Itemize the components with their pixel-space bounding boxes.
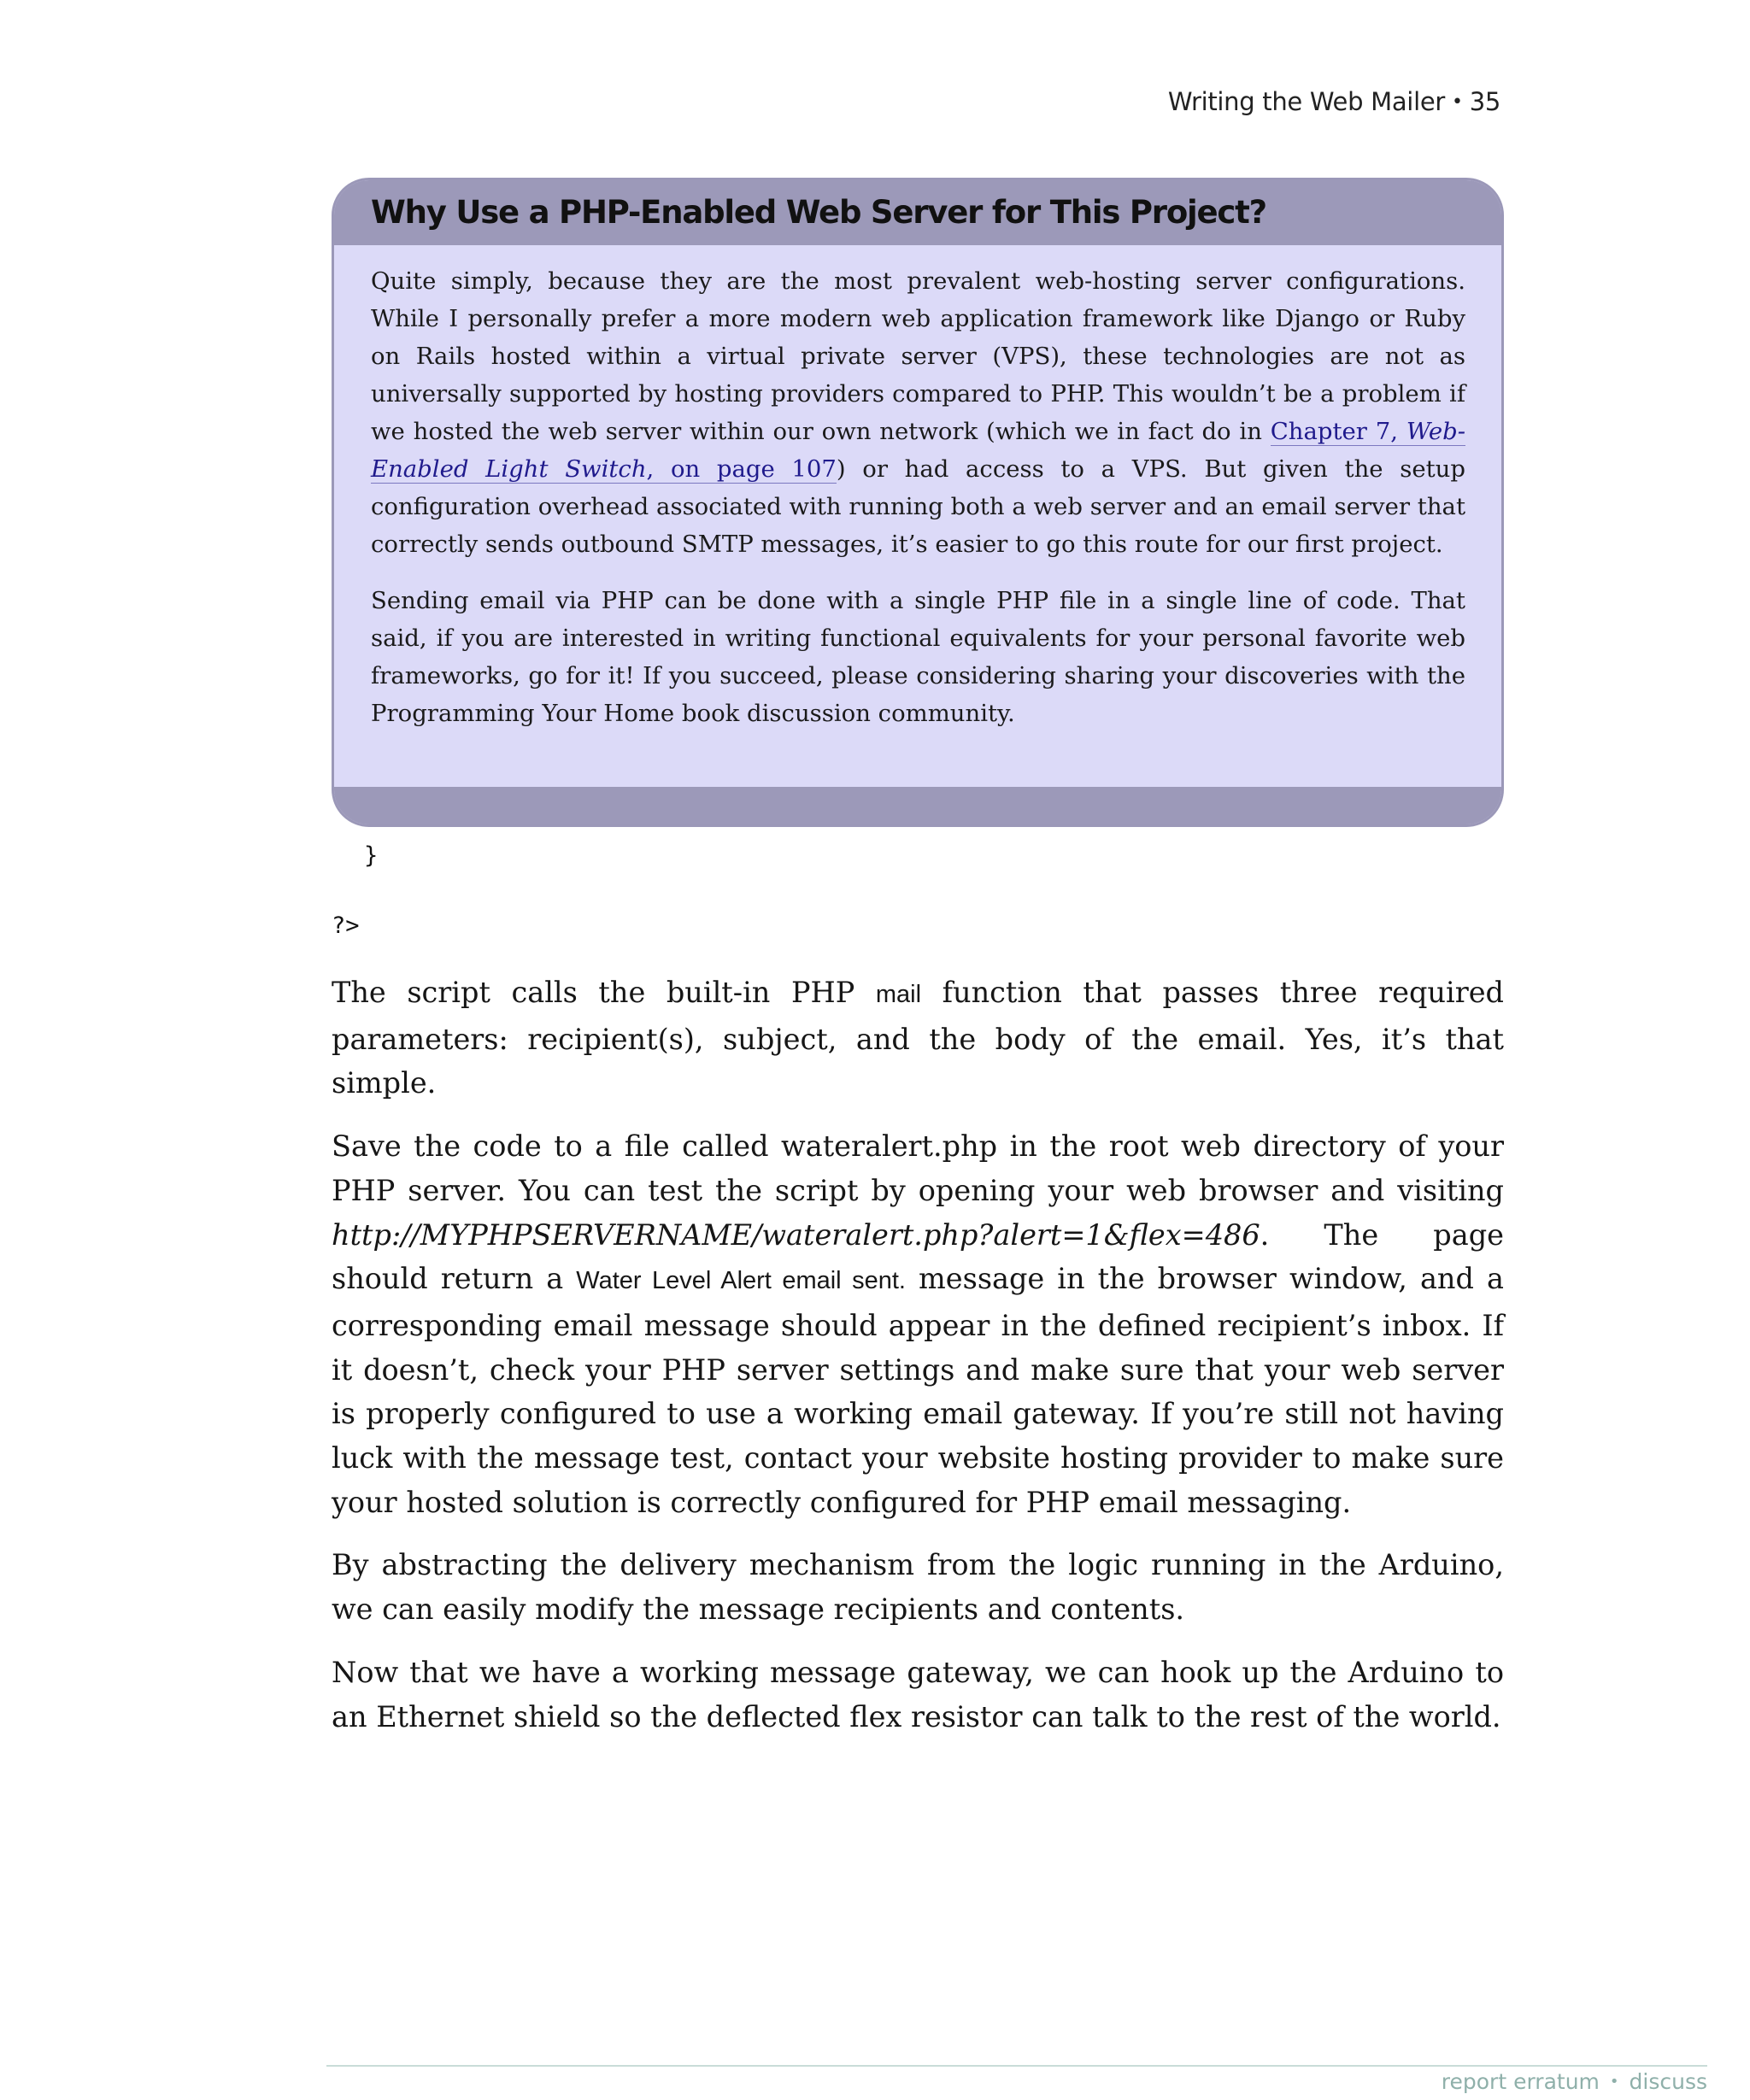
sidebar-title-bar: [334, 180, 1501, 245]
sidebar-body: [334, 245, 1501, 732]
body-paragraph-3: By abstracting the delivery mechanism from the logic running in the Arduino, we can easily modify the message recipients and contents.: [332, 1548, 1504, 1627]
sidebar-p1-text-a: Quite simply, because they are the most prevalent web-hosting server configurations. While I personally prefer a more modern web application framework like Django or Ruby on Rails hosted within a virtual private server (VPS), these technologies are not as universally supported by hosting providers compared to PHP. This wouldn’t be a problem if we hosted the web server within our own network (which we in fact do in: [371, 267, 1465, 445]
xref-chapter: Chapter 7,: [1270, 418, 1398, 445]
report-erratum-link[interactable]: report erratum: [1441, 2069, 1600, 2094]
body-text: [332, 971, 1504, 1757]
sidebar-p1-text-b: ) or had access to a VPS. But given the setup configuration overhead associated with running both a web server and an email server that correctly sends outbound SMTP messages, it’s easier to go this route for our first project.: [371, 455, 1465, 558]
sidebar-paragraph-2: Sending email via PHP can be done with a single PHP file in a single line of code. That said, if you are interested in writing functional equivalents for your personal favorite web frameworks, go for it! If you succeed, please considering sharing your discoveries with the Programming Your Home book discussion community.: [371, 587, 1465, 727]
xref-title: Web-Enabled Light Switch: [371, 418, 1466, 483]
body-paragraph-1: The script calls the built-in PHP mail function that passes three required parameters: recipient(s), subject, and the body of the email. Yes, it’s that simple.: [332, 976, 1504, 1100]
sidebar-paragraph-1: [371, 262, 1465, 563]
sidebar-box: [332, 178, 1504, 827]
header-bullet: •: [1452, 91, 1463, 113]
code-closing-brace: }: [364, 842, 379, 869]
inline-code-mail: mail: [875, 981, 922, 1008]
discuss-link[interactable]: discuss: [1629, 2069, 1707, 2094]
xref-page: , on page 107: [646, 455, 837, 483]
footer-links: [1442, 2069, 1707, 2094]
body-paragraph-4: Now that we have a working message gateway, we can hook up the Arduino to an Ethernet shield so the deflected flex resistor can talk to the rest of the world.: [332, 1655, 1504, 1733]
code-php-close-tag: ?>: [332, 912, 360, 939]
sidebar-title: Why Use a PHP-Enabled Web Server for This Project?: [371, 194, 1266, 231]
test-url: http://MYPHPSERVERNAME/wateralert.php?alert=1&flex=486: [332, 1217, 1260, 1252]
chapter-title: Writing the Web Mailer: [1167, 87, 1445, 116]
page-number: 35: [1469, 87, 1500, 116]
body-paragraph-2: Save the code to a file called wateralert.php in the root web directory of your PHP server. You can test the script by opening your web browser and visiting http://MYPHPSERVERNAME/wateralert.php?alert=1&flex=486. The page should return a Water Level Alert email sent. message in the browser window, and a corresponding email message should appear in the defined recipient’s inbox. If it doesn’t, check your PHP server settings and make sure that your web server is properly configured to use a working email gateway. If you’re still not having luck with the message test, contact your website hosting provider to make sure your hosted solution is correctly configured for PHP email messaging.: [332, 1129, 1504, 1519]
running-header: [1168, 87, 1500, 116]
sidebar-footer-bar: [334, 787, 1501, 824]
footer-divider: [326, 2065, 1707, 2067]
footer-separator: •: [1609, 2073, 1619, 2091]
inline-code-alert-message: Water Level Alert email sent.: [576, 1267, 906, 1295]
